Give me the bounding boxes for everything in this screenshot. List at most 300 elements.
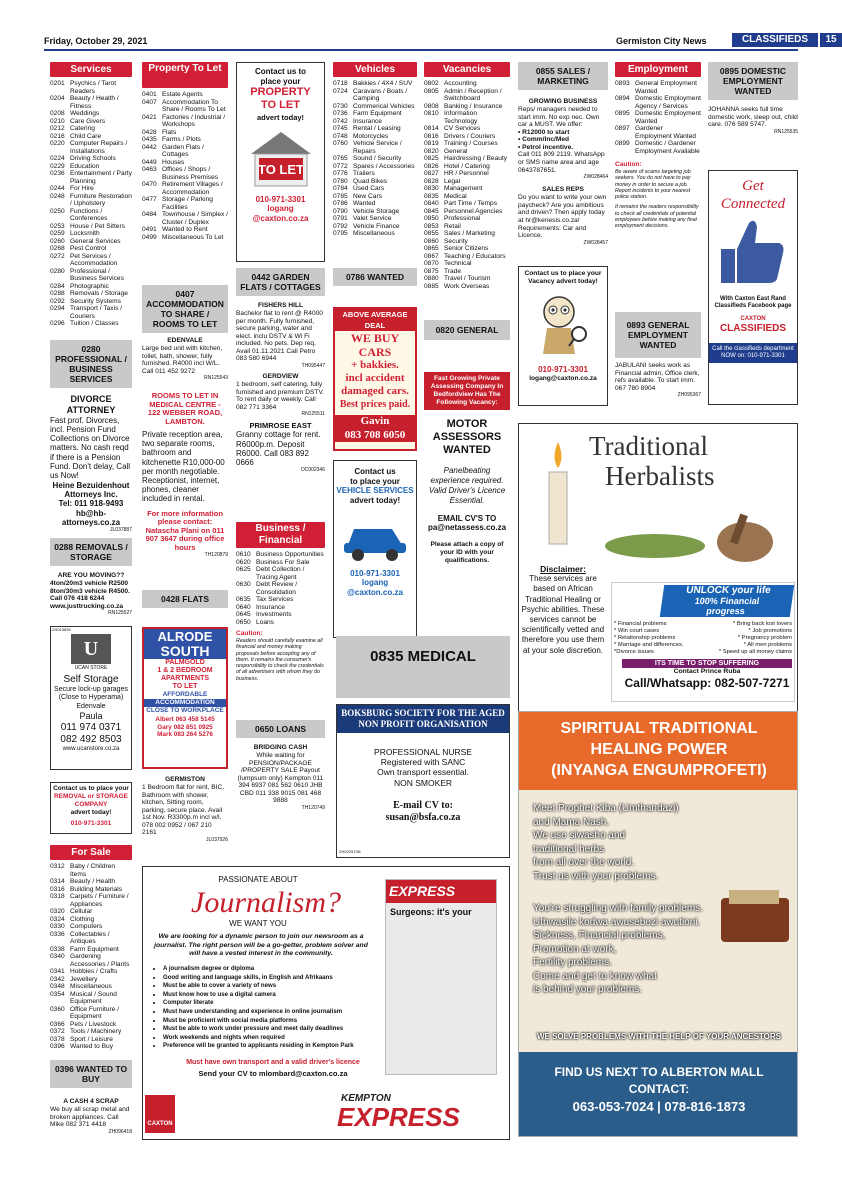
index-item xyxy=(236,566,325,581)
ad-contact: Call the classifieds department NOW on: 010-971-3301 xyxy=(709,343,797,363)
employment-index xyxy=(615,62,701,230)
thumbs-up-icon xyxy=(717,213,789,293)
text-line: is behind your problems. xyxy=(533,984,642,995)
ad-body: JABULANI seeks work as Financial admin, Office clerk, refs available. To start imm. 067 780 8904 xyxy=(615,362,700,392)
candle-icon xyxy=(529,432,587,552)
newspaper-image xyxy=(385,879,497,1075)
page-header xyxy=(44,33,837,49)
index-item xyxy=(333,200,417,208)
ad-title: Traditional xyxy=(589,431,709,461)
text-line: and Mama Nash. xyxy=(533,816,610,828)
text-line: • Must be proficient with social media platforms xyxy=(163,1017,393,1026)
index-label: Drivers / Couriers xyxy=(444,132,496,140)
text-line: * Marriage and differences. xyxy=(614,642,684,648)
ad-intro: We are looking for a dynamic person to join our newsroom as a journalist. The right person will be a go-getter, problem solver and will have a vested interest in the community. xyxy=(154,933,368,957)
property-list xyxy=(142,91,228,241)
medical-heading xyxy=(336,636,510,698)
text-line: * Win court cases xyxy=(614,628,660,634)
index-item xyxy=(50,238,132,246)
index-label: Computers xyxy=(70,923,103,930)
forsale-banner: For Sale xyxy=(50,845,132,860)
ad-line: WANTED xyxy=(443,444,491,457)
text-line: * Bring back lost lovers xyxy=(733,621,792,627)
index-label: Used Cars xyxy=(353,185,385,192)
index-code: 0435 xyxy=(142,136,157,143)
ad-title: GERMISTON xyxy=(165,776,205,783)
index-label: Gardener Employment Wanted xyxy=(635,125,696,140)
property-index xyxy=(142,62,228,241)
text-line: from all over the world. xyxy=(533,857,635,868)
ad-ref: ZH096418 xyxy=(108,1128,132,1135)
ad-body: Panelbeating experience required. Valid Driver's Licence Essential. xyxy=(428,465,506,505)
index-code: 0314 xyxy=(50,878,65,885)
index-item xyxy=(50,976,132,984)
index-code: 0748 xyxy=(333,132,348,140)
index-label: Wanted to Rent xyxy=(162,226,208,233)
index-label: Houses xyxy=(162,158,185,166)
index-item xyxy=(333,163,417,171)
index-item xyxy=(50,298,132,306)
caution-title: Caution: xyxy=(236,630,263,637)
page-number: 15 xyxy=(820,33,842,47)
text-line: Fertility problems. xyxy=(533,957,612,968)
index-label: General Services xyxy=(70,237,121,245)
index-code: 0875 xyxy=(424,267,439,275)
index-label: Office Furniture / Equipment xyxy=(70,1005,119,1020)
index-item xyxy=(333,80,417,88)
index-label: Cellular xyxy=(70,908,93,915)
index-item xyxy=(424,88,510,103)
index-label: Retail xyxy=(444,222,461,230)
index-label: Vehicle Finance xyxy=(353,222,400,230)
ad-title: Get xyxy=(742,178,764,194)
index-item xyxy=(50,931,132,946)
index-code: 0477 xyxy=(142,196,157,203)
index-label: Domestic Employment Wanted xyxy=(635,110,701,125)
index-code: 0312 xyxy=(50,863,65,870)
index-item xyxy=(50,991,132,1006)
boksburg-society-ad xyxy=(336,704,510,858)
index-code: 0428 xyxy=(142,128,157,136)
index-item xyxy=(424,238,510,246)
index-label: Domestic / Gardener Employment Available xyxy=(635,140,700,155)
index-item xyxy=(50,140,132,155)
index-item xyxy=(50,125,132,133)
index-item xyxy=(50,245,132,253)
logo-text: UCAN STORE xyxy=(74,664,108,671)
index-item xyxy=(333,133,417,141)
index-code: 0296 xyxy=(50,320,65,327)
index-code: 0342 xyxy=(50,975,65,983)
index-code: 0772 xyxy=(333,162,348,170)
index-label: Retirement Villages / Accommodation xyxy=(162,181,223,196)
index-label: Computer Repairs / Installations xyxy=(70,140,128,155)
index-item xyxy=(333,178,417,186)
index-item xyxy=(50,110,132,118)
ad-body: Fast prof. Divorces, incl. Pension Fund Collections on Divorce matters. No cash reqd if there is a Pension Fund. Don't delay, Call us Now! xyxy=(50,415,131,481)
ucan-store-ad xyxy=(50,626,132,770)
ucan-logo: U xyxy=(71,634,111,664)
ad-line: advert today! xyxy=(256,112,305,122)
ad-phone: 063-053-7024 | 078-816-1873 xyxy=(572,1099,746,1114)
ad-ref: TH095447 xyxy=(301,363,325,370)
ad-phone: 010-971-3301 xyxy=(350,568,400,578)
index-code: 0760 xyxy=(333,140,348,147)
index-code: 0294 xyxy=(50,305,65,312)
index-label: Security Systems xyxy=(70,297,121,305)
index-label: Clothing xyxy=(70,915,95,923)
index-item xyxy=(424,155,510,163)
index-code: 0745 xyxy=(333,125,348,132)
index-code: 0320 xyxy=(50,908,65,915)
index-label: Driving Schools xyxy=(70,155,116,162)
ad-title: ARE YOU MOVING?? xyxy=(57,572,125,579)
text-line: * Speed up all money claims xyxy=(718,649,792,655)
index-label: Transport / Taxis / Couriers xyxy=(70,305,123,320)
text-line: Meet Prophet Kiba (Umthandazi) xyxy=(533,803,679,814)
sales-marketing-section xyxy=(518,62,608,246)
loans-section xyxy=(236,720,325,811)
index-item xyxy=(424,110,510,125)
ad-line: advert today! xyxy=(349,495,401,505)
index-item xyxy=(333,140,417,155)
index-code: 0808 xyxy=(424,102,439,110)
index-label: Pets / Livestock xyxy=(70,1020,117,1028)
index-code: 0850 xyxy=(424,215,439,222)
index-label: Motorcycles xyxy=(353,132,389,140)
section-heading: 0280 PROFESSIONAL / BUSINESS SERVICES xyxy=(50,340,132,388)
ad-ref: TH120749 xyxy=(301,805,325,812)
ad-title: SPIRITUAL TRADITIONAL xyxy=(560,720,758,737)
index-code: 0630 xyxy=(236,581,251,588)
index-label: Offices / Shops / Business Premises xyxy=(162,166,219,181)
index-label: Weddings xyxy=(70,110,100,117)
index-code: 0826 xyxy=(424,162,439,170)
vacancy-contact-ad xyxy=(518,266,608,406)
problem-list-left xyxy=(614,621,702,656)
garden-section xyxy=(236,268,325,473)
index-code: 0208 xyxy=(50,110,65,117)
index-item xyxy=(50,968,132,976)
section-heading: 0786 WANTED xyxy=(333,268,417,286)
ad-body: Private reception area, two separate rooms, bathroom and kitchenette R10,000-00 per month negotiable. Receptionist, internet, phones, cleaner included in rental. xyxy=(142,430,225,504)
index-label: Hairdressing / Beauty xyxy=(444,155,508,162)
finance-index xyxy=(236,522,325,682)
index-item xyxy=(236,596,325,604)
ad-title: EDENVALE xyxy=(167,337,203,344)
index-item xyxy=(333,103,417,111)
index-code: 0635 xyxy=(236,596,251,603)
removals-section xyxy=(50,538,132,616)
ad-company: Heine Bezuidenhout Attorneys Inc. xyxy=(52,480,130,499)
index-label: Entertainment / Party Planning xyxy=(70,170,132,185)
forsale-list xyxy=(50,863,132,1051)
index-code: 0840 xyxy=(424,200,439,207)
index-label: Business Opportunities xyxy=(256,551,324,558)
index-code: 0894 xyxy=(615,95,630,102)
finance-list xyxy=(236,551,325,626)
index-label: Wanted to Buy xyxy=(70,1043,114,1050)
index-label: Sales / Marketing xyxy=(444,230,495,237)
index-label: General xyxy=(444,147,468,155)
index-label: Medical xyxy=(444,192,467,200)
ad-phone: Gary 082 851 0925 xyxy=(157,723,213,731)
index-code: 0645 xyxy=(236,611,251,618)
prof-bus-section xyxy=(50,340,132,533)
ad-title: UNLOCK your life xyxy=(685,585,772,596)
index-code: 0484 xyxy=(142,211,157,218)
ad-line: + bakkies. xyxy=(351,359,399,371)
ad-title: ALRODE xyxy=(144,629,226,644)
index-code: 0318 xyxy=(50,893,65,900)
index-item xyxy=(50,908,132,916)
index-code: 0805 xyxy=(424,87,439,95)
ad-line: ITS TIME TO STOP SUFFERING xyxy=(622,659,792,668)
ad-website: www.ucanstore.co.za xyxy=(62,745,120,752)
index-code: 0742 xyxy=(333,117,348,125)
ad-line: 1 & 2 BEDROOM xyxy=(157,667,213,674)
index-code: 0870 xyxy=(424,260,439,267)
ad-line: NON SMOKER xyxy=(393,777,453,788)
property-contact-ad xyxy=(236,62,325,262)
ad-line: Secure lock-up garages (Close to Hyperama) xyxy=(54,685,128,702)
brand-caxton: CAXTON xyxy=(740,316,766,323)
index-item xyxy=(424,140,510,148)
index-label: Legal xyxy=(444,177,461,185)
index-code: 0785 xyxy=(333,192,348,200)
index-item xyxy=(424,215,510,223)
ad-line: FIND US NEXT TO ALBERTON MALL xyxy=(554,1065,764,1079)
wanted-buy-section xyxy=(50,1060,132,1135)
index-code: 0895 xyxy=(615,110,630,117)
ad-email: @caxton.co.za xyxy=(347,587,403,597)
requirements-list xyxy=(163,965,393,1051)
index-item xyxy=(424,283,510,291)
index-code: 0288 xyxy=(50,290,65,297)
index-item xyxy=(50,1021,132,1029)
index-code: 0819 xyxy=(424,140,439,147)
vehicles-banner: Vehicles xyxy=(333,62,417,77)
ad-ref: ZH095367 xyxy=(677,392,701,399)
sign-text: TO LET xyxy=(257,161,304,177)
ad-email: Send your CV to mlombard@caxton.co.za xyxy=(198,1069,348,1078)
index-item xyxy=(50,1028,132,1036)
index-label: Pest Control xyxy=(70,245,107,252)
index-code: 0790 xyxy=(333,207,348,215)
index-code: 0372 xyxy=(50,1028,65,1035)
index-code: 0855 xyxy=(424,230,439,237)
index-label: Business For Sale xyxy=(256,558,310,566)
ad-line: Contact us to xyxy=(254,67,307,76)
index-code: 0625 xyxy=(236,566,251,573)
ad-title: HEALING POWER xyxy=(590,741,728,758)
index-item xyxy=(50,283,132,291)
index-item xyxy=(50,95,132,110)
index-item xyxy=(50,185,132,193)
index-label: Vehicle Storage xyxy=(353,207,400,215)
house-icon xyxy=(241,124,321,192)
unlock-banner xyxy=(660,585,794,617)
index-label: Functions / Conferences xyxy=(70,207,108,222)
index-code: 0802 xyxy=(424,80,439,87)
unlock-contact xyxy=(622,659,792,691)
ad-line: ACCOMMODATION xyxy=(144,699,226,707)
contact-block xyxy=(519,1064,798,1115)
motor-assessors-ad xyxy=(424,372,510,628)
ad-title: ABOVE AVERAGE DEAL xyxy=(335,309,415,331)
index-code: 0776 xyxy=(333,170,348,177)
text-line: • Preference will be granted to applicants residing in Kempton Park xyxy=(163,1042,393,1051)
index-item xyxy=(142,144,228,159)
index-item xyxy=(333,185,417,193)
index-code: 0893 xyxy=(615,80,630,87)
index-label: Education xyxy=(70,162,100,170)
index-code: 0780 xyxy=(333,177,348,185)
alrode-ad xyxy=(142,627,228,769)
ad-phone: 083 708 6050 xyxy=(335,428,415,442)
index-code: 0336 xyxy=(50,930,65,938)
index-item xyxy=(50,1043,132,1051)
index-item xyxy=(50,208,132,223)
ad-ref: TH120879 xyxy=(204,552,228,559)
ad-line: advert today! xyxy=(70,809,112,816)
ad-title: BRIDGING CASH xyxy=(253,744,308,751)
text-line: • Computer literate xyxy=(163,999,393,1008)
ad-title: FISHERS HILL xyxy=(257,302,304,309)
index-label: Management xyxy=(444,185,483,192)
ad-phone: Call/Whatsapp: 082-507-7271 xyxy=(624,676,790,691)
index-label: Loans xyxy=(256,618,274,626)
text-line: * Financial problems xyxy=(614,621,667,627)
index-label: Beauty / Health / Fitness xyxy=(70,95,119,110)
index-label: Admin / Reception / Switchboard xyxy=(444,87,502,102)
issue-date: Friday, October 29, 2021 xyxy=(44,36,148,46)
index-code: 0220 xyxy=(50,140,65,147)
ad-line: PROFESSIONAL NURSE xyxy=(374,747,472,757)
ad-line: WE BUY CARS xyxy=(350,331,400,359)
index-label: Sound / Security xyxy=(353,155,402,162)
paper-name: EXPRESS xyxy=(337,1102,460,1132)
index-item xyxy=(333,118,417,126)
index-code: 0463 xyxy=(142,166,157,173)
index-item xyxy=(424,208,510,216)
ad-body: Granny cottage for rent. R6000p.m. Deposit R6000. Call 083 892 0666 xyxy=(236,430,321,467)
caution-body: Readers should carefully examine all financial and money making proposals before accepting any of them. It remains the consumer's responsibility to check the credentials of all advertisers with whom they do business. xyxy=(236,637,324,682)
ad-body: 1 Bedroom flat for rent, BIC, Bathroom with shower, kitchen, Sitting room, parking, secure place. Avail 1st Nov. R3300p.m incl w/l. 078 002 0952 / 067 210 2161 xyxy=(142,783,225,837)
index-label: Musical / Sound Equipment xyxy=(70,990,117,1005)
index-code: 0407 xyxy=(142,98,157,106)
ad-line: TO LET xyxy=(261,99,300,112)
index-code: 0867 xyxy=(424,252,439,260)
index-code: 0421 xyxy=(142,113,157,121)
index-code: 0210 xyxy=(50,117,65,125)
index-code: 0449 xyxy=(142,158,157,166)
index-code: 0354 xyxy=(50,990,65,998)
index-code: 0897 xyxy=(615,125,630,132)
index-item xyxy=(50,268,132,283)
ad-ref: JL037887 xyxy=(110,527,132,534)
index-code: 0259 xyxy=(50,230,65,237)
index-item xyxy=(424,103,510,111)
ad-line: Must have own transport and a valid driver's licence xyxy=(186,1059,360,1066)
facebook-connect-ad xyxy=(708,170,798,405)
ad-line: TO LET xyxy=(172,683,198,690)
index-label: Farms / Plots xyxy=(162,136,201,143)
index-code: 0816 xyxy=(424,132,439,140)
index-item xyxy=(424,193,510,201)
ad-title: 100% Financial xyxy=(694,596,760,606)
index-label: Part Time / Temps xyxy=(444,200,498,207)
ad-line: Please attach a copy of your ID with your qualifications. xyxy=(430,540,504,564)
index-item xyxy=(50,953,132,968)
index-label: Miscellaneous xyxy=(70,983,112,990)
index-item xyxy=(424,148,510,156)
medical-centre-ad xyxy=(142,392,228,558)
index-item xyxy=(50,118,132,126)
index-item xyxy=(142,196,228,211)
index-item xyxy=(424,245,510,253)
ad-title: GROWING BUSINESS xyxy=(528,98,598,105)
index-code: 0204 xyxy=(50,95,65,102)
index-code: 0366 xyxy=(50,1020,65,1028)
services-list xyxy=(50,80,132,328)
ad-title-block xyxy=(519,718,798,781)
vacancies-banner: Vacancies xyxy=(424,62,510,77)
text-line: • Must know how to use a digital camera xyxy=(163,991,393,1000)
index-item xyxy=(615,80,701,95)
journalism-ad xyxy=(142,866,510,1140)
text-line: * Job promotions xyxy=(748,628,792,634)
ad-line: AFFORDABLE xyxy=(162,691,208,698)
index-label: Quad Bikes xyxy=(353,177,388,185)
index-item xyxy=(50,320,132,328)
ad-line: Contact us to place your xyxy=(53,785,129,792)
section-heading: 0855 SALES / MARKETING xyxy=(518,62,608,90)
index-item xyxy=(142,211,228,226)
ad-title: SOUTH xyxy=(144,644,226,659)
index-item xyxy=(424,170,510,178)
caution-body: It remains the readers responsibility to check all credentials of potential employees before making any final employment decisions. xyxy=(615,204,699,230)
index-item xyxy=(142,99,228,114)
section-heading: 0835 MEDICAL xyxy=(370,648,476,665)
newspaper-name: Germiston City News xyxy=(616,36,707,46)
index-label: Work Overseas xyxy=(444,282,490,290)
domestic-employment-section xyxy=(708,62,798,135)
index-code: 0724 xyxy=(333,87,348,95)
text-line: * Relationship problems xyxy=(614,635,676,641)
index-item xyxy=(50,893,132,908)
index-item xyxy=(50,193,132,208)
index-label: Miscellaneous To Let xyxy=(162,233,224,241)
index-label: House / Pet Sitters xyxy=(70,222,125,230)
index-item xyxy=(424,80,510,88)
index-item xyxy=(333,215,417,223)
index-item xyxy=(142,166,228,181)
general-employment-section xyxy=(615,312,701,398)
index-code: 0396 xyxy=(50,1043,65,1050)
ad-contact: For more information please contact: Natascha Plani on 011 907 3647 during office hours xyxy=(145,508,225,552)
index-code: 0791 xyxy=(333,215,348,222)
text-line: Sickness, Financial problems, xyxy=(533,930,666,941)
index-item xyxy=(424,125,510,133)
index-item xyxy=(50,290,132,298)
index-label: Gardening Accessories / Plants xyxy=(70,953,130,968)
index-label: Care Givers xyxy=(70,117,106,125)
ad-title: ROOMS TO LET IN MEDICAL CENTRE - 122 WEBBER ROAD, LAMBTON. xyxy=(147,391,223,426)
index-label: Spares / Accessories xyxy=(353,162,415,170)
index-label: Psychics / Tarot Readers xyxy=(70,80,117,95)
vacancies-list xyxy=(424,80,510,290)
